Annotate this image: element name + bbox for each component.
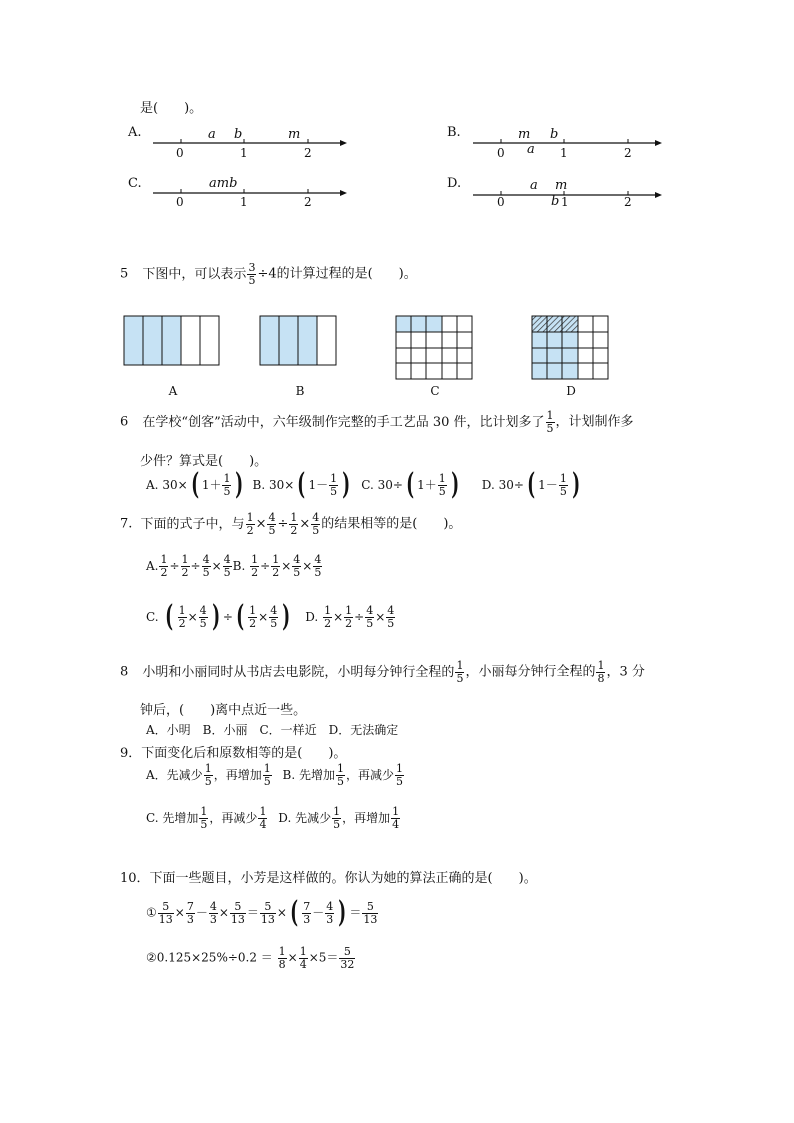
q4-stem-tail: 是( )。 [140,101,203,116]
q6-line2: 少件？算式是( )。 [140,454,268,469]
q7-number: 7. [120,516,133,532]
q7-text-b: 的结果相等的是( )。 [321,516,462,532]
q5-figure-a[interactable] [123,315,223,367]
q7-option-b[interactable]: B. $\frac{1}{2}$ ÷ $\frac{1}{2}$ × $\frac{4}{5}$ × $\frac{4}{5}$ [232,553,322,579]
q5-text-before: 下图中，可以表示 [142,266,247,282]
q4-b-tick-1: 1 [560,146,568,160]
q4-c-tick-1: 1 [240,195,248,209]
q9-options-row1 [146,763,405,787]
q4-a-mark-m: m [288,127,301,142]
q4-d-tick-2: 2 [624,195,632,209]
q8-options[interactable]: A．小明 B．小丽 C．一样近 D．无法确定 [146,723,399,737]
q9-number: 9． [120,746,142,761]
q9-option-a[interactable]: A．先减少 $\frac{1}{5}$ ，再增加 $\frac{1}{5}$ [146,762,271,788]
q6-option-d[interactable]: D. 30÷ ( 1－ $\frac{1}{5}$ ) [481,467,580,502]
q10-number: 10． [120,871,150,886]
q4-a-tick-2: 2 [304,146,312,160]
q4-option-d-label[interactable]: D. [447,176,462,191]
q5-stem [120,262,417,286]
q9-option-b[interactable]: B. 先增加 $\frac{1}{5}$ ，再减少 $\frac{1}{5}$ [282,762,404,788]
q9-option-c[interactable]: C. 先增加 $\frac{1}{5}$ ，再减少 $\frac{1}{4}$ [146,805,267,831]
q6-line1 [120,410,634,434]
q6-option-b[interactable]: B. 30× ( 1－ $\frac{1}{5}$ ) [252,467,351,502]
q5-figure-d[interactable] [531,315,611,381]
q5-number: 5 [120,266,129,282]
q8-line2: 钟后，( )离中点近一些。 [140,703,307,718]
q5-caption-d: D [566,384,576,398]
q6-text-a: 在学校“创客”活动中，六年级制作完整的手工艺品 30 件，比计划多了 [142,414,545,430]
q8-line1: 8 小明和小丽同时从书店去电影院，小明每分钟行全程的 $\frac{1}{5}$ ，小丽每分钟行全程的 $\frac{1}{8}$ ，3 分 [120,659,645,685]
q4-d-mark-a: a [530,178,538,193]
q5-text-op: ÷4 [257,266,277,282]
q5-caption-a: A [168,384,178,398]
q4-b-tick-2: 2 [624,146,632,160]
q6-number: 6 [120,414,129,430]
q6-text-b: ，计划制作多 [555,414,634,430]
q6-options [146,467,583,502]
q4-a-mark-a: a [208,127,216,142]
q4-option-a-label[interactable]: A. [128,125,142,140]
q5-caption-b: B [295,384,305,398]
q4-option-c-label[interactable]: C. [128,176,142,191]
q4-option-b-label[interactable]: B. [447,125,461,140]
q10-expression-1: ① $\frac{5}{13}$ × $\frac{7}{3}$ － $\frac{4}{3}$ × $\frac{5}{13}$ ＝ $\frac{5}{13}$ × ( $\frac{7}{3}$ － $\frac{4}{3}$ ) ＝ $\frac{5}{13}$ [146,895,378,930]
q7-option-a[interactable]: A. $\frac{1}{2}$ ÷ $\frac{1}{2}$ ÷ $\frac{4}{5}$ × $\frac{4}{5}$ [146,553,231,579]
q4-d-tick-0: 0 [497,195,505,209]
q7-options-row2 [146,599,396,634]
q9-option-d[interactable]: D. 先减少 $\frac{1}{5}$ ，再增加 $\frac{1}{4}$ [278,805,400,831]
q4-d-mark-b: b [551,194,560,209]
q4-b-tick-0: 0 [497,146,505,160]
q10-expression-2: ②0.125×25%÷0.2 ＝ $\frac{1}{8}$ × $\frac{1}{4}$ ×5＝ $\frac{5}{32}$ [146,945,355,971]
q5-text-after: 的计算过程的是( )。 [276,266,417,282]
q6-fraction: $\frac{1}{5}$ [546,409,554,435]
q5-fraction: $\frac{3}{5}$ [248,261,256,287]
q8-number: 8 [120,664,129,680]
q10-stem: 10．下面一些题目，小芳是这样做的。你认为她的算法正确的是( )。 [120,871,537,886]
q6-option-c[interactable]: C. 30÷ ( 1＋ $\frac{1}{5}$ ) [361,467,459,502]
q5-figure-b[interactable] [259,315,341,367]
q4-a-tick-1: 1 [240,146,248,160]
q6-option-a[interactable]: A. 30× ( 1＋ $\frac{1}{5}$ ) [146,467,244,502]
q4-d-tick-1: 1 [561,195,569,209]
q4-a-mark-b: b [234,127,243,142]
q9-options-row2 [146,806,401,830]
q5-caption-c: C [430,384,440,398]
q4-a-tick-0: 0 [176,146,184,160]
q4-d-mark-m: m [555,178,568,193]
q4-c-tick-0: 0 [176,195,184,209]
q5-figure-c[interactable] [395,315,475,381]
q7-option-d[interactable]: D. $\frac{1}{2}$ × $\frac{1}{2}$ ÷ $\frac{4}{5}$ × $\frac{4}{5}$ [305,603,395,630]
q4-b-mark-b: b [550,127,559,142]
q7-option-c[interactable]: C. ( $\frac{1}{2}$ × $\frac{4}{5}$ ) ÷ ( $\frac{1}{2}$ × $\frac{4}{5}$ ) [146,599,291,634]
q4-c-marks-amb: amb [209,176,238,191]
q7-text-a: 下面的式子中，与 [140,516,245,532]
q9-stem: 9．下面变化后和原数相等的是( )。 [120,746,347,761]
q4-c-tick-2: 2 [304,195,312,209]
q4-b-mark-m: m [518,127,531,142]
q7-options-row1 [146,554,323,578]
q7-stem: 7. 下面的式子中，与 $\frac{1}{2}$ × $\frac{4}{5}$ ÷ $\frac{1}{2}$ × $\frac{4}{5}$ 的结果相等的是( )。 [120,511,462,537]
q4-b-mark-a: a [527,142,535,157]
